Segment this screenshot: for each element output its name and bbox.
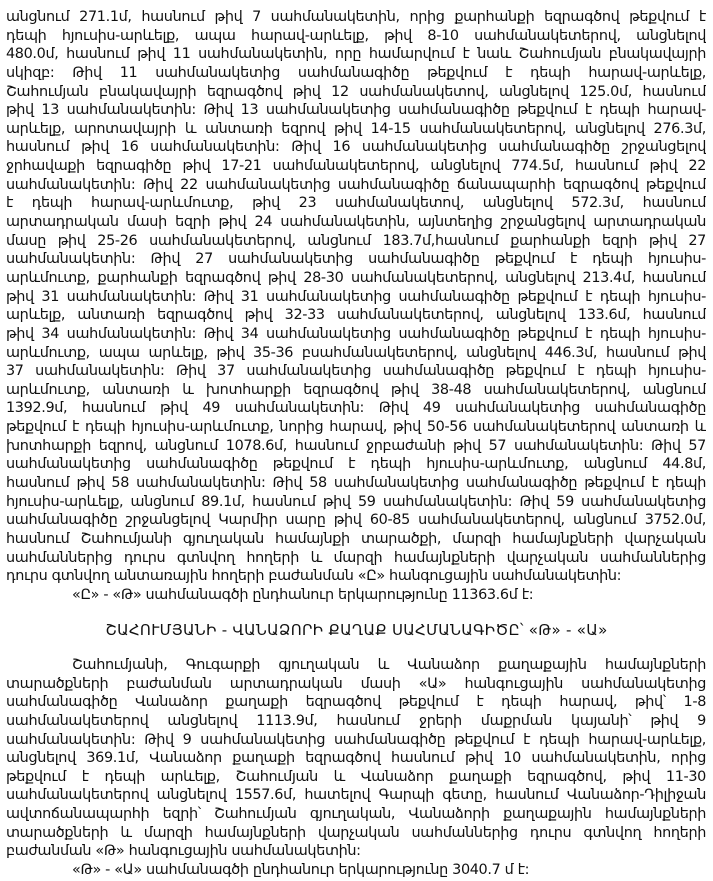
text-line: 37 սահմանակետին: Թիվ 37 սահմանակետից սահմանագիծը թեքվում է դեպի հյուսիս-: [6, 363, 706, 380]
text-line: ջրհավաքի եզրագիծը թիվ 17-21 սահմանակետերով, անցնելով 774.5մ, հասնում թիվ 22: [6, 158, 706, 175]
text-line: հասնում Շահումյանի գյուղական համայնքի տարածքի, մարզի համայնքների վարչական: [6, 530, 706, 547]
text-line: սահմաններից դուրս գտնվող հողերի և մարզի համայնքների վարչական սահմաններից: [6, 549, 706, 566]
text-line: տարածքների բաժանման արտադրական մասի «Ա» հանգուցային սահմանակետից: [6, 675, 706, 692]
text-line: սահմանակետերով անցնելով 1557.6մ, հատելով Գարպի գետը, հասնում Վանաձոր-Դիլիջան: [6, 787, 706, 804]
text-line: սահմանագիծը շրջանցելով Կարմիր սարը թիվ 60-85 սահմանակետերով, անցնում 3752.0մ,: [6, 512, 706, 529]
text-line: սահմանակետին: Թիվ 9 սահմանակետից սահմանագիծը թեքվում է դեպի հարավ-արևելք,: [6, 731, 706, 748]
text-line: արտադրական մասի եզրի թիվ 24 սահմանակետին, այնտեղից շրջանցելով արտադրական: [6, 214, 706, 231]
text-line: 480.0մ, հասնում թիվ 11 սահմանակետին, որը համարվում է նաև Շահումյան բնակավայրի: [6, 46, 706, 63]
text-line: սահմանագիծը Վանաձոր քաղաքի եզրագծով թեքվում է դեպի հարավ, թիվ՝ 1-8: [6, 694, 706, 711]
text-line: արևելք, անտառի եզրագծով թիվ 32-33 սահմանակետերով, անցնելով 133.6մ, հասնում: [6, 307, 706, 324]
text-line: արևմուտք, ապա արևելք, թիվ 35-36 բսահմանակետերով, անցնելով 446.3մ, հասնում թիվ: [6, 344, 706, 361]
text-line: տարածքների և մարզի համայնքների վարչական սահմաններից դուրս գտնվող հողերի: [6, 824, 706, 841]
section2-total-length: «Թ» - «Ա» սահմանագծի ընդհանուր երկարությունը 3040.7 մ է:: [72, 862, 530, 879]
text-line: թեքվում է դեպի արևելք, Շահումյան և Վանաձոր քաղաքի եզրագծով, թիվ 11-30: [6, 768, 706, 785]
text-line: անցնում 271.1մ, հասնում թիվ 7 սահմանակետին, որից քարհանքի եզրագծով թեքվում է: [6, 9, 706, 25]
boundary-description-paragraph-2: [6, 656, 706, 880]
text-line: դուրս գտնվող անտառային հողերի բաժանման «Ը» հանգուցային սահմանակետին:: [6, 568, 622, 585]
text-line: խոտհարքի եզրով, անցնում 1078.6մ, հասնում ջրբաժանի թիվ 57 սահմանակետին: Թիվ 57: [6, 437, 706, 454]
text-line: թեքվում է դեպի հյուսիս-արևմուտք, նորից հարավ, թիվ 50-56 սահմանակետերով անտառի և: [6, 419, 706, 436]
text-line: թիվ 31 սահմանակետին: Թիվ 31 սահմանակետից սահմանագիծը թեքվում է դեպի հյուսիս-: [6, 288, 706, 305]
text-line: սահմանակետին: Թիվ 22 սահմանակետից սահմանագիծը ճանապարհի եզրագծով թեքվում: [6, 176, 706, 193]
text-line: մասը թիվ 25-26 սահմանակետերով, անցնում 183.7մ,հասնում քարհանքի եզրի թիվ 27: [6, 232, 706, 249]
text-line: արևմուտք, անտառի և խոտհարքի եզրագծով թիվ 38-48 սահմանակետերով, անցնում: [6, 381, 706, 398]
text-line: բաժանման «Թ» հանգուցային սահմանակետին:: [6, 843, 361, 860]
section1-total-length: «Ը» - «Թ» սահմանագծի ընդհանուր երկարությունը 11363.6մ է:: [72, 586, 534, 603]
text-line: Շահումյան բնակավայրի եզրագծով թիվ 12 սահմանակետով, անցնելով 125.0մ, հասնում: [6, 83, 706, 100]
text-line: ավտոճանապարհի եզրի՝ Շահումյան գյուղական, Վանաձորի քաղաքային համայնքների: [6, 806, 706, 823]
text-line: սկիզբ: Թիվ 11 սահմանակետից սահմանագիծը թեքվում է դեպի հարավ-արևելք,: [6, 64, 706, 81]
text-line: արևելք, արոտավայրի և անտառի եզրով թիվ 14-15 սահմանակետերով, անցնելով 276.3մ,: [6, 120, 706, 137]
text-line: սահմանակետին: Թիվ 27 սահմանակետից սահմանագիծը թեքվում է դեպի հյուսիս-: [6, 251, 706, 268]
text-line: 1392.9մ, հասնում թիվ 49 սահմանակետին: Թիվ 49 սահմանակետից սահմանագիծը: [6, 400, 706, 417]
text-line: արևմուտք, քարհանքի եզրագծով թիվ 28-30 սահմանակետերով, անցնելով 213.4մ, հասնում: [6, 269, 706, 286]
text-line: թիվ 34 սահմանակետին: Թիվ 34 սահմանակետից սահմանագիծը թեքվում է դեպի հյուսիս-: [6, 325, 706, 342]
text-line: թիվ 13 սահմանակետին: Թիվ 13 սահմանակետից սահմանագիծը թեքվում է դեպի հարավ-: [6, 102, 706, 119]
text-line: հյուսիս-արևելք, անցնում 89.1մ, հասնում թիվ 59 սահմանակետին: Թիվ 59 սահմանակետից: [6, 493, 706, 510]
text-line: հասնում թիվ 58 սահմանակետին: Թիվ 58 սահմանակետից սահմանագիծը թեքվում է դեպի: [6, 475, 706, 492]
text-line: Շահումյանի, Գուգարքի գյուղական և Վանաձոր քաղաքային համայնքների: [72, 657, 706, 673]
boundary-description-paragraph-1: [6, 8, 706, 605]
text-line: հասնում թիվ 16 սահմանակետին: Թիվ 16 սահմանակետից սահմանագիծը շրջանցելով: [6, 139, 706, 156]
text-line: սահմանակետից սահմանագիծը թեքվում է դեպի հյուսիս-արևմուտք, անցնում 44.8մ,: [6, 456, 706, 473]
text-line: դեպի հյուսիս-արևելք, ապա հարավ-արևելք, թիվ 8-10 սահմանակետերով, անցնելով: [6, 27, 706, 44]
text-line: սահմանակետերով անցնելով 1113.9մ, հասնում ջրերի մաքրման կայանի՝ թիվ 9: [6, 712, 706, 729]
text-line: անցնելով 369.1մ, Վանաձոր քաղաքի եզրագծով հասնում թիվ 10 սահմանակետին, որից: [6, 750, 706, 767]
section-heading: ՇԱՀՈՒՄՅԱՆԻ - ՎԱՆԱՁՈՐԻ ՔԱՂԱՔ ՍԱՀՄԱՆԱԳԻԾԸ՝ «Թ» - «Ա»: [105, 621, 608, 639]
text-line: է դեպի հարավ-արևմուտք, թիվ 23 սահմանակետով, անցնելով 572.3մ, հասնում: [6, 195, 706, 212]
